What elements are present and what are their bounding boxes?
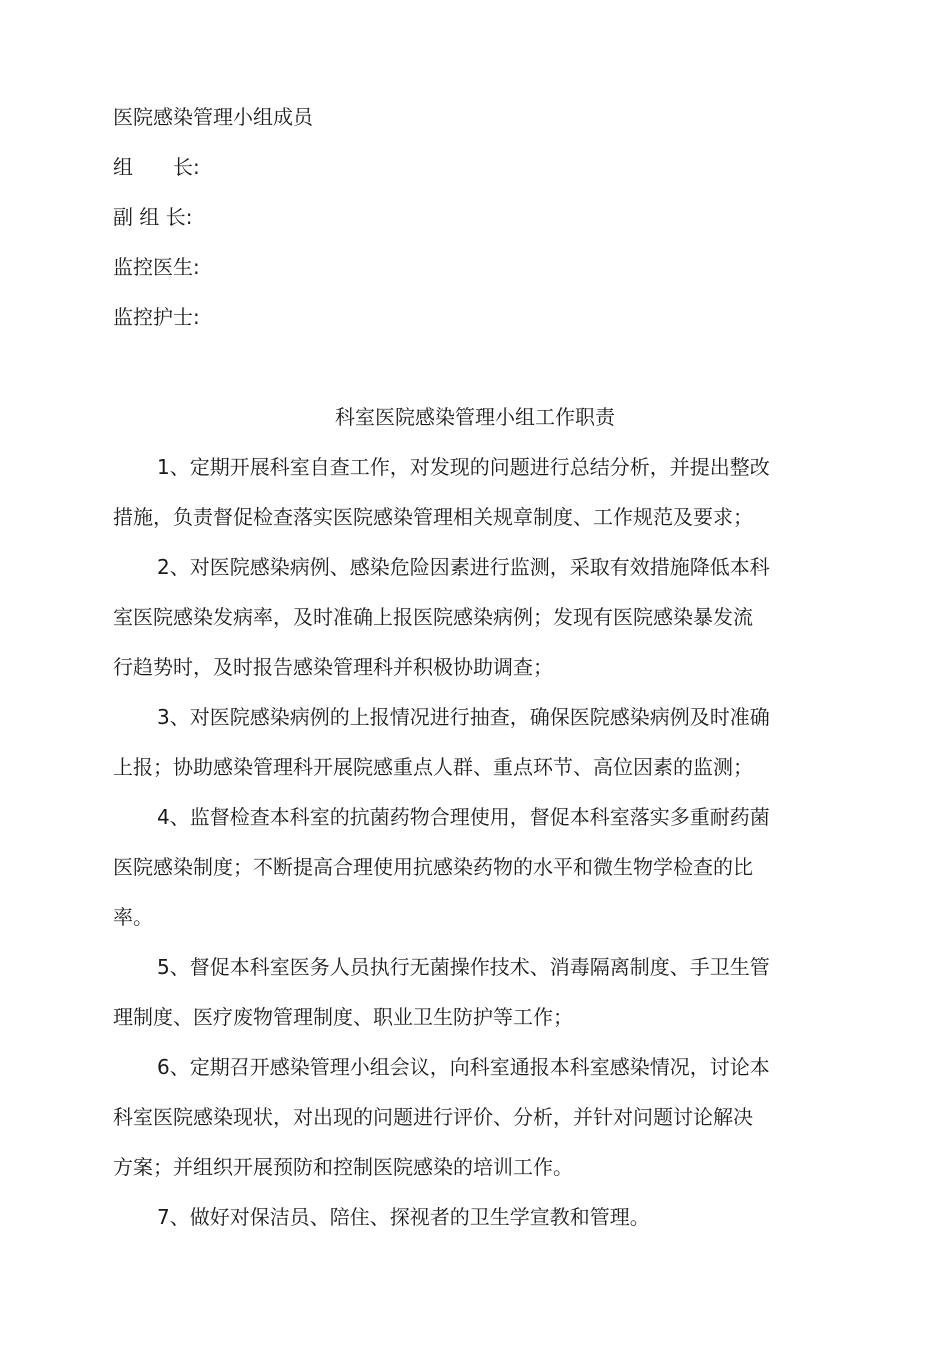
members-heading: 医院感染管理小组成员 bbox=[113, 105, 313, 129]
leader-field: 组 长: bbox=[113, 155, 200, 179]
duty-line: 方案；并组织开展预防和控制医院感染的培训工作。 bbox=[113, 1155, 573, 1179]
duty-line: 上报；协助感染管理科开展院感重点人群、重点环节、高位因素的监测； bbox=[113, 755, 753, 779]
duty-line: 行趋势时，及时报告感染管理科并积极协助调查； bbox=[113, 655, 553, 679]
group-members-section bbox=[113, 100, 313, 350]
duty-line: 科室医院感染现状，对出现的问题进行评价、分析，并针对问题讨论解决 bbox=[113, 1105, 753, 1129]
duty-line: 6、定期召开感染管理小组会议，向科室通报本科室感染情况，讨论本 bbox=[157, 1055, 770, 1079]
duty-item-1 bbox=[113, 450, 803, 534]
duty-line: 1、定期开展科室自查工作，对发现的问题进行总结分析，并提出整改 bbox=[157, 455, 770, 479]
duty-line: 率。 bbox=[113, 905, 153, 929]
duty-line: 措施，负责督促检查落实医院感染管理相关规章制度、工作规范及要求； bbox=[113, 505, 753, 529]
duty-item-4 bbox=[113, 800, 803, 934]
duty-item-3 bbox=[113, 700, 803, 784]
duty-line: 3、对医院感染病例的上报情况进行抽查，确保医院感染病例及时准确 bbox=[157, 705, 770, 729]
duty-item-5 bbox=[113, 950, 803, 1034]
duties-title: 科室医院感染管理小组工作职责 bbox=[335, 405, 615, 429]
duty-line: 2、对医院感染病例、感染危险因素进行监测，采取有效措施降低本科 bbox=[157, 555, 770, 579]
monitor-nurse-field: 监控护士: bbox=[113, 305, 200, 329]
duty-line: 5、督促本科室医务人员执行无菌操作技术、消毒隔离制度、手卫生管 bbox=[157, 955, 770, 979]
duty-line: 室医院感染发病率，及时准确上报医院感染病例；发现有医院感染暴发流 bbox=[113, 605, 753, 629]
duty-line: 理制度、医疗废物管理制度、职业卫生防护等工作； bbox=[113, 1005, 573, 1029]
duty-line: 7、做好对保洁员、陪住、探视者的卫生学宣教和管理。 bbox=[157, 1205, 650, 1229]
duty-item-2 bbox=[113, 550, 803, 684]
duty-line: 4、监督检查本科室的抗菌药物合理使用，督促本科室落实多重耐药菌 bbox=[157, 805, 770, 829]
duties-list bbox=[113, 450, 803, 1250]
duty-line: 医院感染制度；不断提高合理使用抗感染药物的水平和微生物学检查的比 bbox=[113, 855, 753, 879]
deputy-leader-field: 副 组 长: bbox=[113, 205, 193, 229]
monitor-doctor-field: 监控医生: bbox=[113, 255, 200, 279]
duty-item-6 bbox=[113, 1050, 803, 1184]
duty-item-7 bbox=[113, 1200, 803, 1234]
